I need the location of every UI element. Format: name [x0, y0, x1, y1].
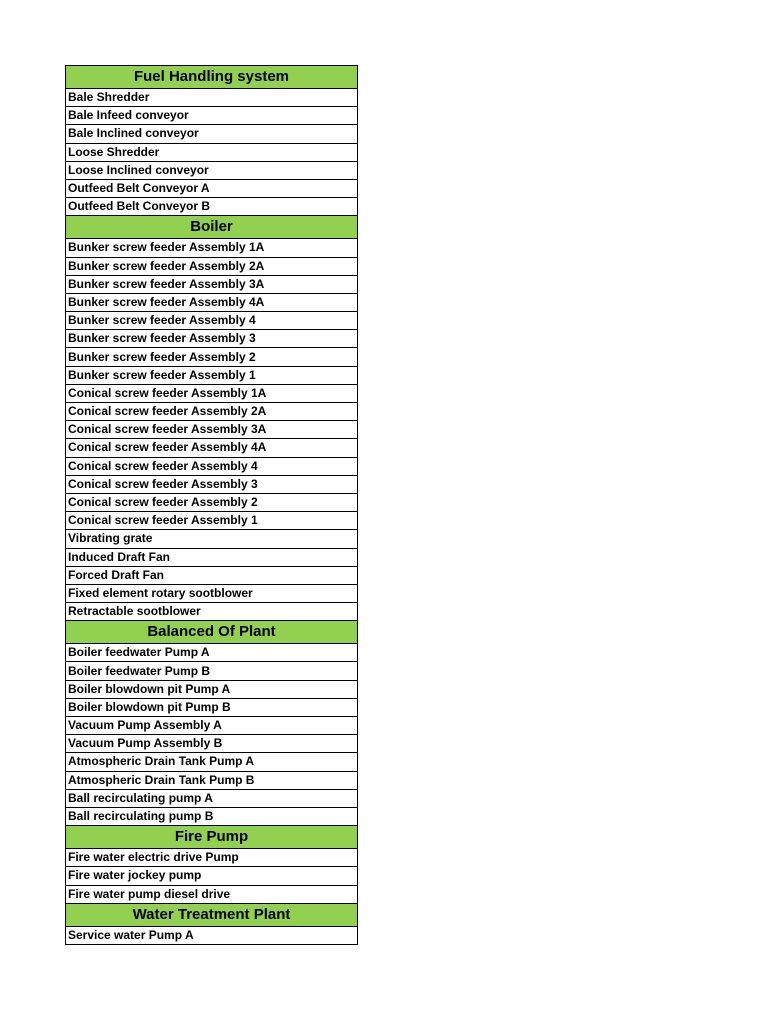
section-header-row-balanced-of-plant: [66, 621, 358, 644]
equipment-cell[interactable]: Fire water jockey pump: [66, 867, 358, 885]
equipment-cell[interactable]: Conical screw feeder Assembly 1A: [66, 384, 358, 402]
section-header-row-boiler: [66, 216, 358, 239]
table-row: [66, 198, 358, 216]
table-row: [66, 257, 358, 275]
equipment-cell[interactable]: Bunker screw feeder Assembly 2A: [66, 257, 358, 275]
equipment-cell[interactable]: Fire water electric drive Pump: [66, 849, 358, 867]
table-row: [66, 735, 358, 753]
equipment-cell[interactable]: Conical screw feeder Assembly 4: [66, 457, 358, 475]
equipment-cell[interactable]: Bunker screw feeder Assembly 1A: [66, 239, 358, 257]
table-row: [66, 566, 358, 584]
equipment-cell[interactable]: Conical screw feeder Assembly 3A: [66, 421, 358, 439]
table-row: [66, 161, 358, 179]
equipment-cell[interactable]: Outfeed Belt Conveyor A: [66, 179, 358, 197]
section-title[interactable]: Boiler: [66, 216, 358, 239]
equipment-cell[interactable]: Conical screw feeder Assembly 2A: [66, 403, 358, 421]
table-row: [66, 867, 358, 885]
equipment-cell[interactable]: Bunker screw feeder Assembly 3A: [66, 275, 358, 293]
equipment-cell[interactable]: Boiler blowdown pit Pump B: [66, 698, 358, 716]
table-row: [66, 849, 358, 867]
equipment-cell[interactable]: Conical screw feeder Assembly 1: [66, 512, 358, 530]
equipment-cell[interactable]: Loose Inclined conveyor: [66, 161, 358, 179]
table-row: [66, 312, 358, 330]
equipment-list-table: [65, 65, 358, 945]
equipment-cell[interactable]: Atmospheric Drain Tank Pump A: [66, 753, 358, 771]
table-row: [66, 384, 358, 402]
table-row: [66, 179, 358, 197]
table-row: [66, 143, 358, 161]
section-title[interactable]: Fire Pump: [66, 826, 358, 849]
equipment-cell[interactable]: Ball recirculating pump A: [66, 789, 358, 807]
table-row: [66, 366, 358, 384]
equipment-cell[interactable]: Bunker screw feeder Assembly 4A: [66, 293, 358, 311]
equipment-cell[interactable]: Bale Shredder: [66, 89, 358, 107]
equipment-cell[interactable]: Atmospheric Drain Tank Pump B: [66, 771, 358, 789]
table-row: [66, 926, 358, 944]
section-title[interactable]: Water Treatment Plant: [66, 903, 358, 926]
section-header-row-fire-pump: [66, 826, 358, 849]
equipment-cell[interactable]: Fixed element rotary sootblower: [66, 584, 358, 602]
equipment-cell[interactable]: Bunker screw feeder Assembly 1: [66, 366, 358, 384]
equipment-cell[interactable]: Conical screw feeder Assembly 4A: [66, 439, 358, 457]
table-row: [66, 584, 358, 602]
table-row: [66, 548, 358, 566]
table-row: [66, 107, 358, 125]
equipment-cell[interactable]: Conical screw feeder Assembly 2: [66, 493, 358, 511]
equipment-cell[interactable]: Induced Draft Fan: [66, 548, 358, 566]
equipment-list-body: [66, 66, 358, 945]
equipment-cell[interactable]: Outfeed Belt Conveyor B: [66, 198, 358, 216]
table-row: [66, 239, 358, 257]
table-row: [66, 348, 358, 366]
table-row: [66, 698, 358, 716]
table-row: [66, 125, 358, 143]
table-row: [66, 662, 358, 680]
table-row: [66, 439, 358, 457]
table-row: [66, 680, 358, 698]
table-row: [66, 403, 358, 421]
table-row: [66, 89, 358, 107]
table-row: [66, 771, 358, 789]
equipment-cell[interactable]: Boiler feedwater Pump B: [66, 662, 358, 680]
equipment-cell[interactable]: Boiler blowdown pit Pump A: [66, 680, 358, 698]
equipment-cell[interactable]: Bunker screw feeder Assembly 3: [66, 330, 358, 348]
section-title[interactable]: Balanced Of Plant: [66, 621, 358, 644]
table-row: [66, 603, 358, 621]
equipment-cell[interactable]: Bunker screw feeder Assembly 4: [66, 312, 358, 330]
table-row: [66, 512, 358, 530]
equipment-cell[interactable]: Bunker screw feeder Assembly 2: [66, 348, 358, 366]
table-row: [66, 789, 358, 807]
equipment-cell[interactable]: Vacuum Pump Assembly B: [66, 735, 358, 753]
table-row: [66, 753, 358, 771]
equipment-cell[interactable]: Vibrating grate: [66, 530, 358, 548]
equipment-cell[interactable]: Forced Draft Fan: [66, 566, 358, 584]
equipment-cell[interactable]: Loose Shredder: [66, 143, 358, 161]
section-header-row-fuel-handling-system: [66, 66, 358, 89]
table-row: [66, 807, 358, 825]
table-row: [66, 493, 358, 511]
table-row: [66, 421, 358, 439]
equipment-cell[interactable]: Retractable sootblower: [66, 603, 358, 621]
equipment-cell[interactable]: Vacuum Pump Assembly A: [66, 717, 358, 735]
table-row: [66, 644, 358, 662]
table-row: [66, 885, 358, 903]
table-row: [66, 530, 358, 548]
equipment-cell[interactable]: Service water Pump A: [66, 926, 358, 944]
equipment-cell[interactable]: Bale Infeed conveyor: [66, 107, 358, 125]
equipment-cell[interactable]: Boiler feedwater Pump A: [66, 644, 358, 662]
table-row: [66, 330, 358, 348]
equipment-cell[interactable]: Bale Inclined conveyor: [66, 125, 358, 143]
table-row: [66, 475, 358, 493]
equipment-cell[interactable]: Fire water pump diesel drive: [66, 885, 358, 903]
equipment-cell[interactable]: Ball recirculating pump B: [66, 807, 358, 825]
equipment-cell[interactable]: Conical screw feeder Assembly 3: [66, 475, 358, 493]
section-title[interactable]: Fuel Handling system: [66, 66, 358, 89]
table-row: [66, 717, 358, 735]
table-row: [66, 293, 358, 311]
section-header-row-water-treatment-plant: [66, 903, 358, 926]
table-row: [66, 457, 358, 475]
table-row: [66, 275, 358, 293]
